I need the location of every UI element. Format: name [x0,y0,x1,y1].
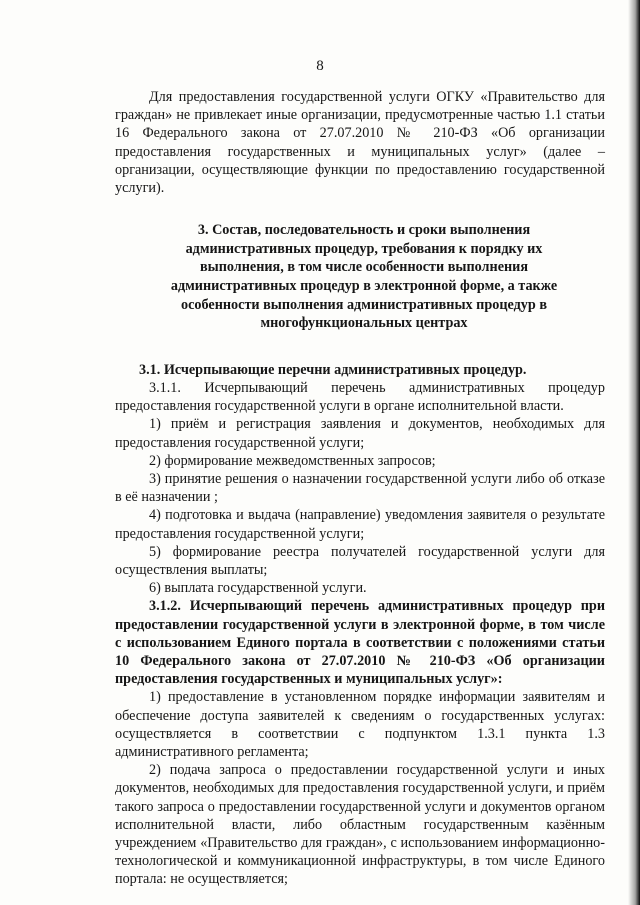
list-item: 4) подготовка и выдача (направление) уведомления заявителя о результате предоставления государственной услуги; [115,507,605,542]
section-3-heading: 3. Состав, последовательность и сроки выполнения административных процедур, требования к порядку их выполнения, в том числе особенности выполнения административных процедур в электронной форме, а также особенности выполнения административных процедур в многофункциональных центрах [170,222,558,332]
subsection-3-1-1: 3.1.1. Исчерпывающий перечень административных процедур предоставления государственной услуги в органе исполнительной власти. [115,379,605,415]
list-item: 3) принятие решения о назначении государственной услуги либо об отказе в её назначении ; [115,471,605,506]
subsection-3-1-heading: 3.1. Исчерпывающие перечни административных процедур. [139,361,527,378]
list-item: 1) приём и регистрация заявления и документов, необходимых для предоставления государственной услуги; [115,416,605,451]
list-item: 2) подача запроса о предоставлении государственной услуги и иных документов, необходимых для предоставления государственной услуги, и приём такого запроса о предоставлении государственной услуги и документов органом исполнительной власти, либо областным государственным казённым учреждением «Правительство для граждан», с использованием информационно-технологической и коммуникационной инфраструктуры, в том числе Единого портала: не осуществляется; [115,762,605,888]
subsection-3-1-2: 3.1.2. Исчерпывающий перечень административных процедур при предоставлении государственной услуги в электронной форме, в том числе с использованием Единого портала в соответствии с положениями статьи 10 Федерального закона от 27.07.2010 № 210-ФЗ «Об организации предоставления государственных и муниципальных услуг»: [115,598,605,688]
list-item: 5) формирование реестра получателей государственной услуги для осуществления выплаты; [115,543,605,579]
list-item: 1) предоставление в установленном порядке информации заявителям и обеспечение доступа заявителей к сведениям о государственных услугах: осуществляется в соответствии с подпунктом 1.3.1 пункта 1.3 административного регламента; [115,689,605,761]
document-body [115,88,605,889]
intro-paragraph: Для предоставления государственной услуги ОГКУ «Правительство для граждан» не привлекает иные организации, предусмотренные частью 1.1 статьи 16 Федерального закона от 27.07.2010 № 210-ФЗ «Об организации предоставления государственных и муниципальных услуг» (далее – организации, осуществляющие функции по предоставлению государственной услуги). [115,89,605,197]
page-number: 8 [316,58,324,74]
list-item: 2) формирование межведомственных запросов; [149,452,436,469]
list-item: 6) выплата государственной услуги. [149,580,367,597]
scan-edge-shadow [628,0,640,905]
